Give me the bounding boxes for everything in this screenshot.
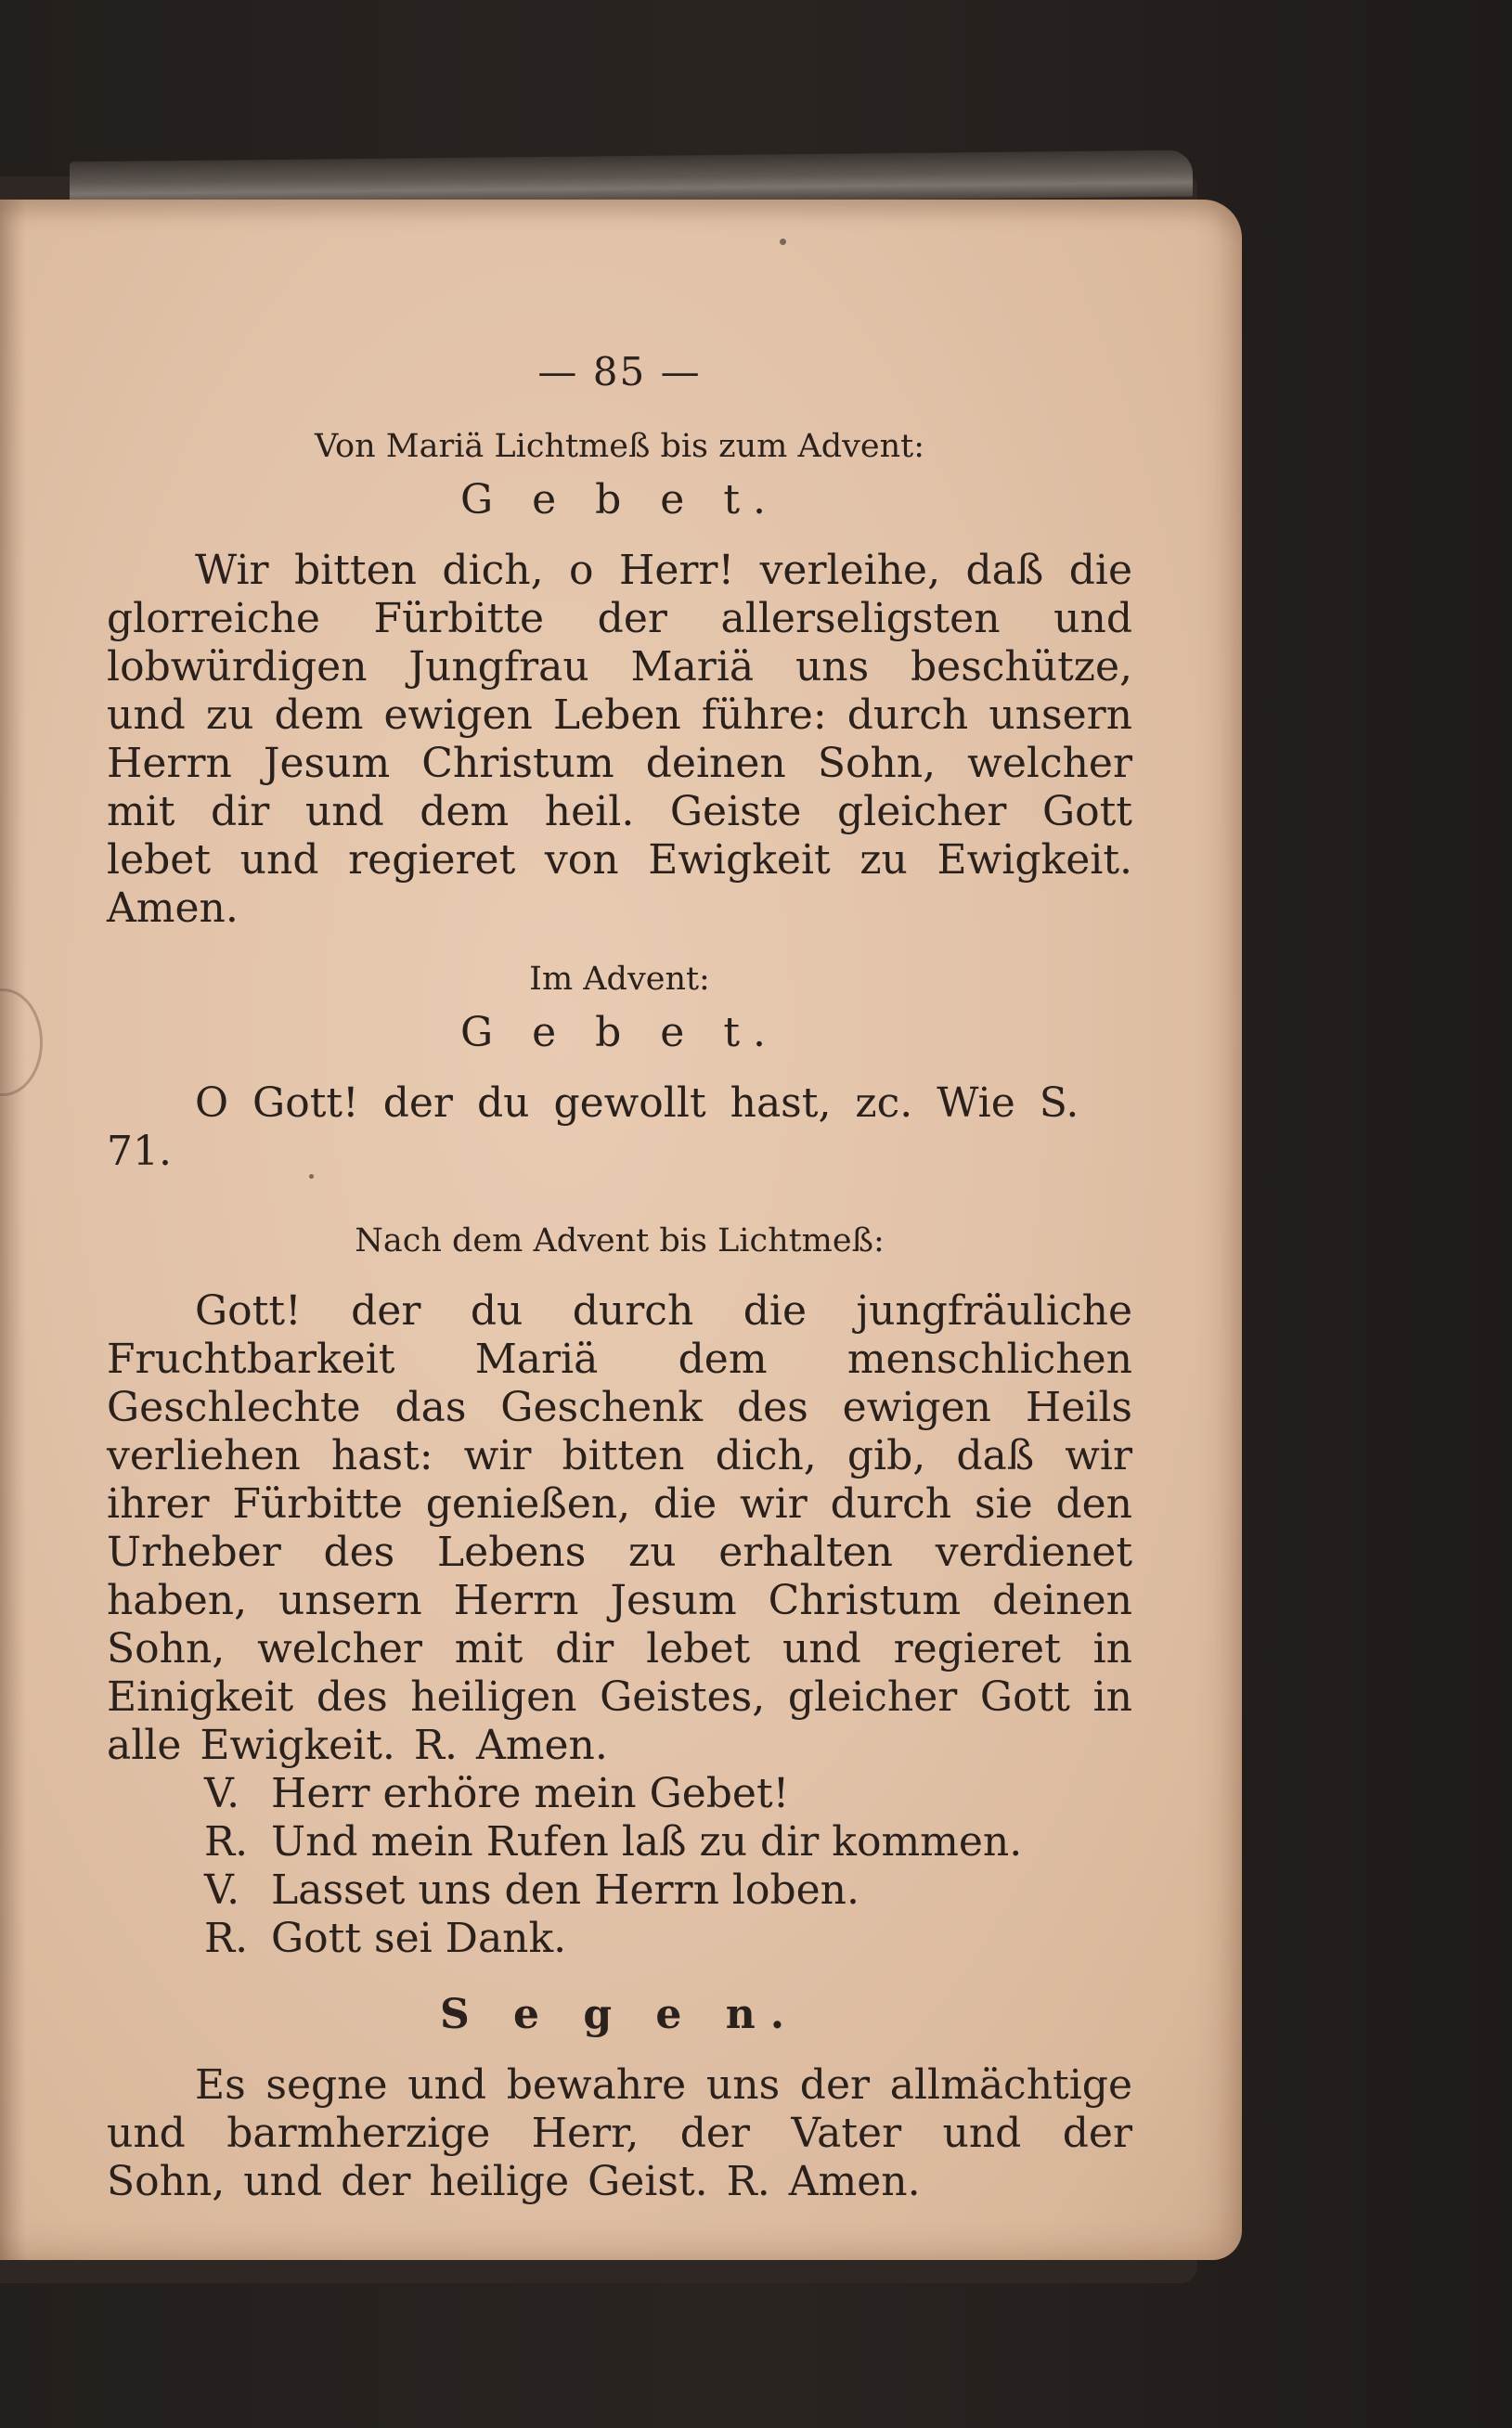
response-tag: R. bbox=[204, 1915, 249, 1962]
section-heading-advent: Im Advent: bbox=[529, 961, 710, 998]
prayer-reference: O Gott! der du gewollt hast, zc. Wie S. 71. bbox=[107, 1079, 1079, 1175]
ink-speck bbox=[780, 239, 786, 245]
page-text bbox=[107, 348, 1132, 2206]
versicle-line bbox=[204, 1866, 1132, 1915]
versicle-text: Herr erhöre mein Gebet! bbox=[271, 1770, 790, 1817]
book-page bbox=[0, 200, 1242, 2260]
blessing-title: S e g e n. bbox=[439, 1991, 800, 2038]
blessing-text: Es segne und bewahre uns der allmächtige und barmherzige Herr, der Vater und der Sohn, und der heilige Geist. R. Amen. bbox=[107, 2061, 1132, 2205]
response-line bbox=[204, 1818, 1132, 1866]
prayer-text: Gott! der du durch die jungfräuliche Fruchtbarkeit Mariä dem menschlichen Geschlechte das Geschenk des ewigen Heils verliehen hast: wir bitten dich, gib, daß wir ihrer Fürbitte genießen, die wir durch sie den Urheber des Lebens zu erhalten verdienet haben, unsern Herrn Jesum Christum deinen Sohn, welcher mit dir lebet und regieret in Einigkeit des heiligen Geistes, gleicher Gott in alle Ewigkeit. R. Amen. bbox=[107, 1287, 1132, 1769]
response-text: Und mein Rufen laß zu dir kommen. bbox=[271, 1818, 1023, 1866]
prayer-title: G e b e t. bbox=[459, 1009, 779, 1056]
section-heading-lichtmess-advent: Von Mariä Lichtmeß bis zum Advent: bbox=[314, 428, 925, 465]
response-tag: R. bbox=[204, 1818, 249, 1866]
response-text: Gott sei Dank. bbox=[271, 1915, 567, 1962]
page-number: — 85 — bbox=[537, 349, 702, 394]
versicle-line bbox=[204, 1770, 1132, 1818]
page-stain bbox=[0, 988, 43, 1096]
prayer-title: G e b e t. bbox=[459, 476, 779, 523]
versicle-tag: V. bbox=[204, 1770, 240, 1817]
versicle-tag: V. bbox=[204, 1866, 240, 1914]
section-heading-nach-advent: Nach dem Advent bis Lichtmeß: bbox=[355, 1222, 885, 1259]
response-line bbox=[204, 1915, 1132, 1963]
prayer-text: Wir bitten dich, o Herr! verleihe, daß die glorreiche Fürbitte der allerseligsten und lobwürdigen Jungfrau Mariä uns beschütze, und zu dem ewigen Leben führe: durch unsern Herrn Jesum Christum deinen Sohn, welcher mit dir und dem heil. Geiste gleicher Gott lebet und regieret von Ewigkeit zu Ewigkeit. Amen. bbox=[107, 547, 1132, 932]
versicle-text: Lasset uns den Herrn loben. bbox=[271, 1866, 859, 1914]
